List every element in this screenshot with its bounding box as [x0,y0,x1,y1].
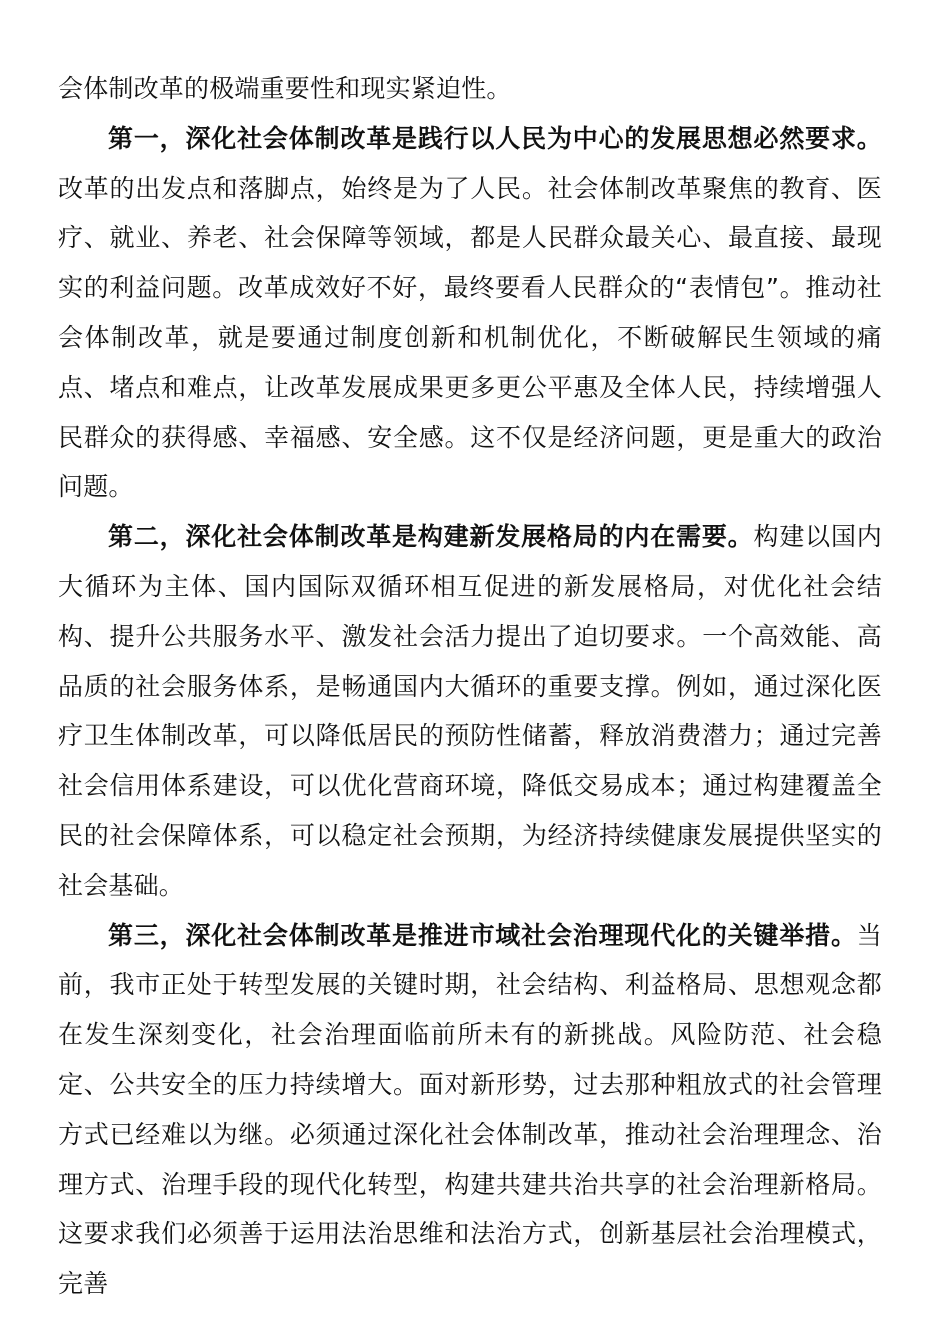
paragraph-continuation [58,64,882,114]
paragraph-text: 改革的出发点和落脚点，始终是为了人民。社会体制改革聚焦的教育、医疗、就业、养老、社会保障等领域，都是人民群众最关心、最直接、最现实的利益问题。改革成效好不好，最终要看人民群众的“表情包”。推动社会体制改革，就是要通过制度创新和机制优化，不断破解民生领域的痛点、堵点和难点，让改革发展成果更多更公平惠及全体人民，持续增强人民群众的获得感、幸福感、安全感。这不仅是经济问题，更是重大的政治问题。 [58,173,882,502]
paragraph-heading: 第二，深化社会体制改革是构建新发展格局的内在需要。 [108,522,754,552]
paragraph-heading: 第一，深化社会体制改革是践行以人民为中心的发展思想必然要求。 [108,123,882,153]
paragraph-text: 当前，我市正处于转型发展的关键时期，社会结构、利益格局、思想观念都在发生深刻变化，社会治理面临前所未有的新挑战。风险防范、社会稳定、公共安全的压力持续增大。面对新形势，过去那种粗放式的社会管理方式已经难以为继。必须通过深化社会体制改革，推动社会治理理念、治理方式、治理手段的现代化转型，构建共建共治共享的社会治理新格局。这要求我们必须善于运用法治思维和法治方式，创新基层社会治理模式，完善 [58,920,882,1299]
paragraph-third-point [58,911,882,1309]
paragraph-second-point [58,512,882,910]
paragraph-heading: 第三，深化社会体制改革是推进市域社会治理现代化的关键举措。 [108,920,857,950]
paragraph-first-point [58,114,882,512]
document-page [58,64,882,1309]
paragraph-text: 构建以国内大循环为主体、国内国际双循环相互促进的新发展格局，对优化社会结构、提升公共服务水平、激发社会活力提出了迫切要求。一个高效能、高品质的社会服务体系，是畅通国内大循环的重要支撑。例如，通过深化医疗卫生体制改革，可以降低居民的预防性储蓄，释放消费潜力；通过完善社会信用体系建设，可以优化营商环境，降低交易成本；通过构建覆盖全民的社会保障体系，可以稳定社会预期，为经济持续健康发展提供坚实的社会基础。 [58,522,882,900]
paragraph-text: 会体制改革的极端重要性和现实紧迫性。 [58,74,512,103]
